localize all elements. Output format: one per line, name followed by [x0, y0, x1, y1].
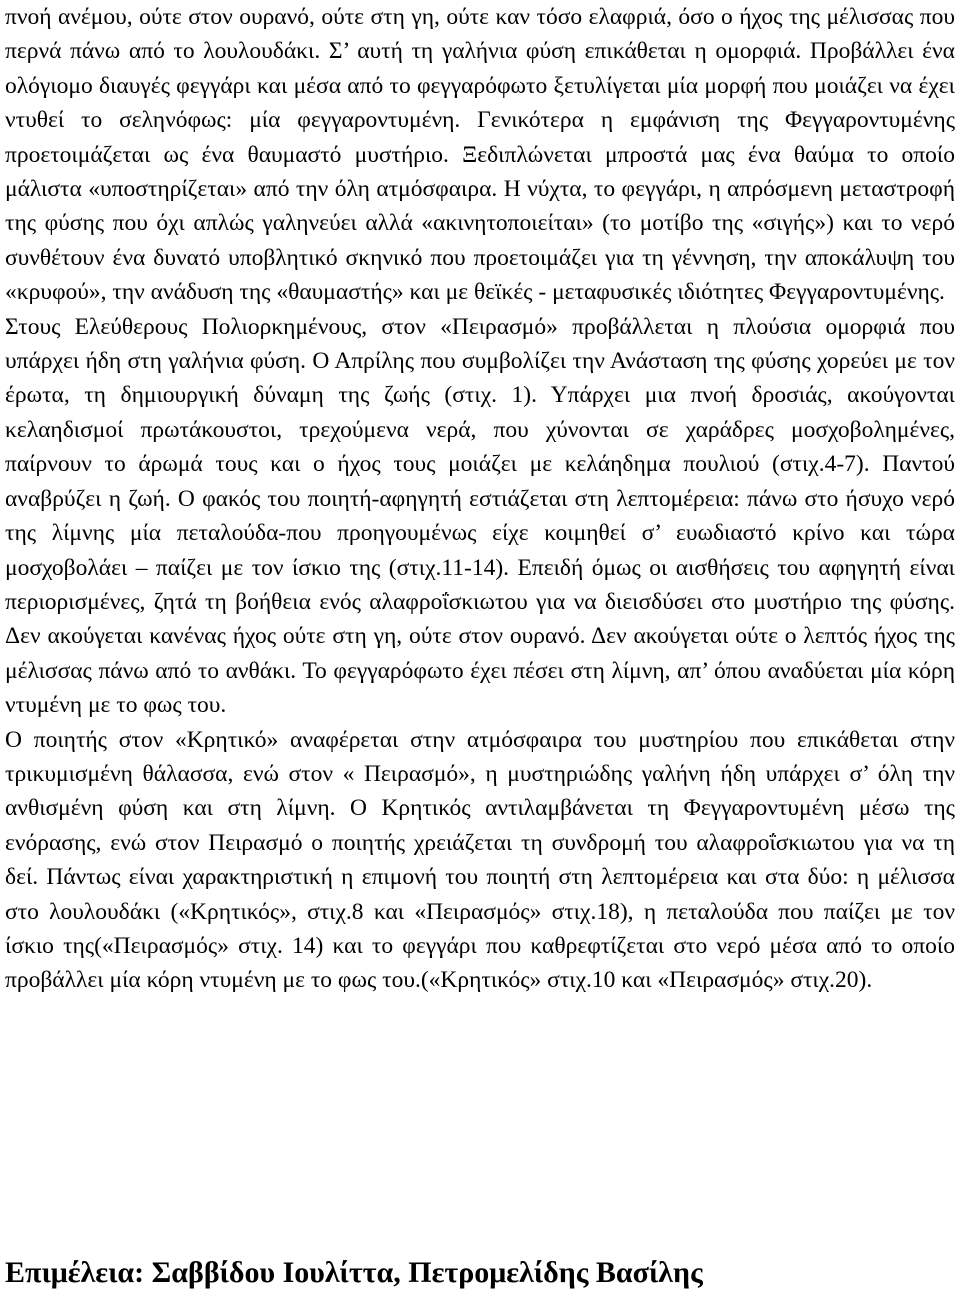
paragraph: πνοή ανέμου, ούτε στον ουρανό, ούτε στη γη, ούτε καν τόσο ελαφριά, όσο ο ήχος της μέλισσας που περνά πάνω από το λουλουδάκι. Σ’ αυτή τη γαλήνια φύση επικάθεται η ομορφιά. Προβάλλει ένα ολόγιομο διαυγές φεγγάρι και μέσα από το φεγγαρόφωτο ξετυλίγεται μία μορφή που μοιάζει να έχει ντυθεί το σεληνόφως: μία φεγγαροντυμένη. Γενικότερα η εμφάνιση της Φεγγαροντυμένης προετοιμάζεται ως ένα θαυμαστό μυστήριο. Ξεδιπλώνεται μπροστά μας ένα θαύμα το οποίο μάλιστα «υποστηρίζεται» από την όλη ατμόσφαιρα. Η νύχτα, το φεγγάρι, η απρόσμενη μεταστροφή της φύσης που όχι απλώς γαληνεύει αλλά «ακινητοποιείται» (το μοτίβο της «σιγής») και το νερό συνθέτουν ένα δυνατό υποβλητικό σκηνικό που προετοιμάζει για τη γέννηση, την αποκάλυψη του «κρυφού», την ανάδυση της «θαυμαστής» και με θεϊκές - μεταφυσικές ιδιότητες Φεγγαροντυμένης. — [5, 4, 955, 306]
document-body — [5, 0, 955, 998]
paragraph: Ο ποιητής στον «Κρητικό» αναφέρεται στην ατμόσφαιρα του μυστηρίου που επικάθεται στην τρικυμισμένη θάλασσα, ενώ στον « Πειρασμό», η μυστηριώδης γαλήνη ήδη υπάρχει σ’ όλη την ανθισμένη φύση και στη λίμνη. Ο Κρητικός αντιλαμβάνεται τη Φεγγαροντυμένη μέσω της ενόρασης, ενώ στον Πειρασμό ο ποιητής χρειάζεται τη συνδρομή του αλαφροΐσκιωτου για να τη δεί. Πάντως είναι χαρακτηριστική η επιμονή του ποιητή στη λεπτομέρεια και στα δύο: η μέλισσα στο λουλουδάκι («Κρητικός», στιχ.8 και «Πειρασμός» στιχ.18), η πεταλούδα που παίζει με τον ίσκιο της(«Πειρασμός» στιχ. 14) και το φεγγάρι που καθρεφτίζεται στο νερό μέσα από το οποίο προβάλλει μία κόρη ντυμένη με το φως του.(«Κρητικός» στιχ.10 και «Πειρασμός» στιχ.20). — [5, 726, 955, 994]
credits-line: Επιμέλεια: Σαββίδου Ιουλίττα, Πετρομελίδης Βασίλης — [5, 1256, 703, 1289]
paragraph: Στους Ελεύθερους Πολιορκημένους, στον «Πειρασμό» προβάλλεται η πλούσια ομορφιά που υπάρχει ήδη στη γαλήνια φύση. Ο Απρίλης που συμβολίζει την Ανάσταση της φύσης χορεύει με τον έρωτα, τη δημιουργική δύναμη της ζωής (στιχ. 1). Υπάρχει μια πνοή δροσιάς, ακούγονται κελαηδισμοί πρωτάκουστοι, τρεχούμενα νερά, που χύνονται σε χαράδρες μοσχοβολημένες, παίρνουν το άρωμά τους και ο ήχος τους μοιάζει με κελάηδημα πουλιού (στιχ.4-7). Παντού αναβρύζει η ζωή. Ο φακός του ποιητή-αφηγητή εστιάζεται στη λεπτομέρεια: πάνω στο ήσυχο νερό της λίμνης μία πεταλούδα-που προηγουμένως είχε κοιμηθεί σ’ ευωδιαστό κρίνο και τώρα μοσχοβολάει – παίζει με τον ίσκιο της (στιχ.11-14). Επειδή όμως οι αισθήσεις του αφηγητή είναι περιορισμένες, ζητά τη βοήθεια ενός αλαφροΐσκιωτου για να διεισδύσει στο μυστήριο της φύσης. Δεν ακούγεται κανένας ήχος ούτε στη γη, ούτε στον ουρανό. Δεν ακούγεται ούτε ο λεπτός ήχος της μέλισσας πάνω από το ανθάκι. Το φεγγαρόφωτο έχει πέσει στη λίμνη, απ’ όπου αναδύεται μία κόρη ντυμένη με το φως του. — [5, 313, 955, 719]
